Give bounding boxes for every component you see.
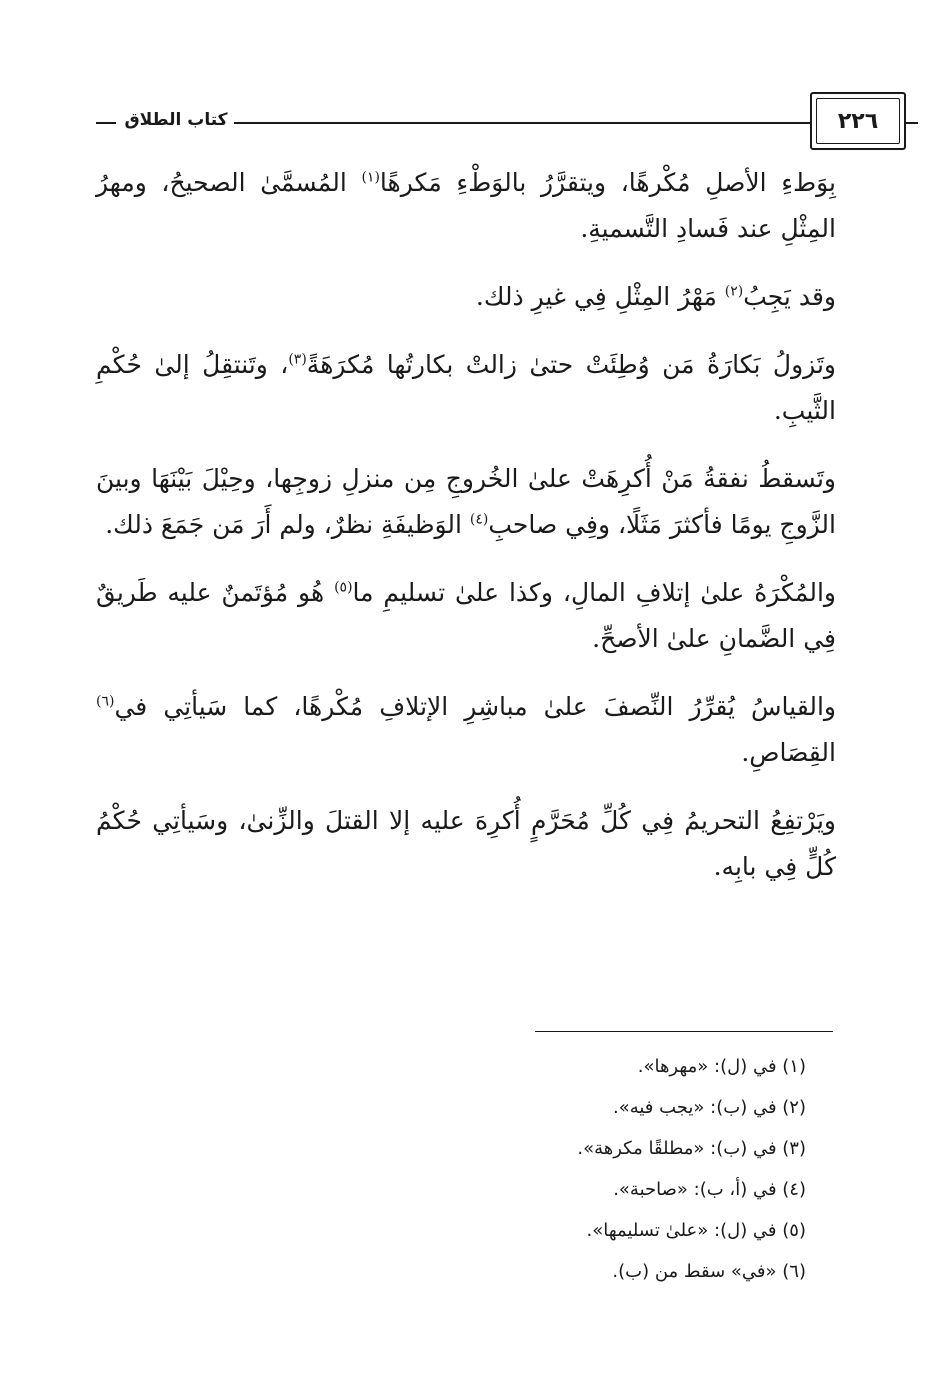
paragraph-text: وقد يَجِبُ <box>743 282 836 311</box>
paragraph-6 <box>96 684 836 776</box>
footnote-3: (٣) في (ب): «مطلقًا مكرهة». <box>577 1138 806 1159</box>
footnote-marker: (٢) <box>724 283 744 300</box>
paragraph-text: والقياسُ يُقرِّرُ النِّصفَ علىٰ مباشِرِ الإتلافِ مُكْرهًا، كما سَيأتِي في <box>114 692 836 721</box>
running-title: كتاب الطلاق <box>122 102 230 138</box>
paragraph-2 <box>96 274 836 320</box>
paragraph-text: هُو مُؤتَمنٌ عليه طَريقٌ فِي الضَّمانِ علىٰ الأصحِّ. <box>96 578 836 653</box>
paragraph-text: القِصَاصِ. <box>741 738 836 767</box>
paragraph-text: ، وتَنتقِلُ إلىٰ حُكْمِ الثَّيبِ. <box>96 350 836 425</box>
footnote-4: (٤) في (أ، ب): «صاحبة». <box>613 1179 806 1200</box>
footnote-6: (٦) «في» سقط من (ب). <box>612 1261 806 1282</box>
footnote-marker: (٤) <box>469 511 489 528</box>
footnote-5: (٥) في (ل): «علىٰ تسليمها». <box>586 1220 806 1241</box>
paragraph-text: مَهْرُ المِثْلِ فِي غيرِ ذلك. <box>475 282 725 311</box>
paragraph-text: وتَزولُ بَكارَةُ مَن وُطِئَتْ حتىٰ زالتْ بكارتُها مُكرَهَةً <box>306 350 836 379</box>
page-header <box>96 88 879 154</box>
paragraph-text: المُسمَّىٰ الصحيحُ، ومهرُ المِثْلِ عند فَسادِ التَّسميةِ. <box>96 168 836 243</box>
footnotes <box>96 1046 806 1292</box>
footnote-separator <box>535 1031 833 1032</box>
footnote-marker: (٥) <box>334 579 353 596</box>
header-rule <box>234 122 824 124</box>
paragraph-text: بِوَطءِ الأصلِ مُكْرهًا، ويتقرَّرُ بالوَطْءِ مَكرهًا <box>379 168 836 197</box>
paragraph-7 <box>96 798 836 890</box>
footnote-marker: (٦) <box>96 693 115 710</box>
paragraph-4 <box>96 456 836 548</box>
footnote-marker: (٣) <box>288 351 307 368</box>
footnote-1: (١) في (ل): «مهرها». <box>637 1056 806 1077</box>
footnote-2: (٢) في (ب): «يجب فيه». <box>612 1097 806 1118</box>
page-number-frame <box>810 92 906 150</box>
footnote-marker: (١) <box>361 169 380 186</box>
main-text <box>96 160 836 912</box>
paragraph-text: والمُكْرَهُ علىٰ إتلافِ المالِ، وكذا علىٰ تسليمِ ما <box>352 578 836 607</box>
paragraph-3 <box>96 342 836 434</box>
paragraph-5 <box>96 570 836 662</box>
header-rule-short <box>96 122 116 124</box>
paragraph-text: الوَظيفَةِ نظرٌ، ولم أَرَ مَن جَمَعَ ذلك. <box>105 510 470 539</box>
paragraph-text: وتَسقطُ نفقةُ مَنْ أُكرِهَتْ علىٰ الخُروجِ مِن منزلِ زوجِها، وحِيْلَ بَيْنَهَا وبينَ الزَّوجِ يومًا فأكثرَ مَثَلًا، وفِي صاحبِ <box>96 464 836 539</box>
paragraph-1 <box>96 160 836 252</box>
page-number: ٢٢٦ <box>816 98 900 144</box>
paragraph-text: ويَرْتفِعُ التحريمُ فِي كُلِّ مُحَرَّمٍ أُكرِهَ عليه إلا القتلَ والزِّنىٰ، وسَيأتِي حُكْمُ كُلٍّ فِي بابِه. <box>96 806 836 881</box>
